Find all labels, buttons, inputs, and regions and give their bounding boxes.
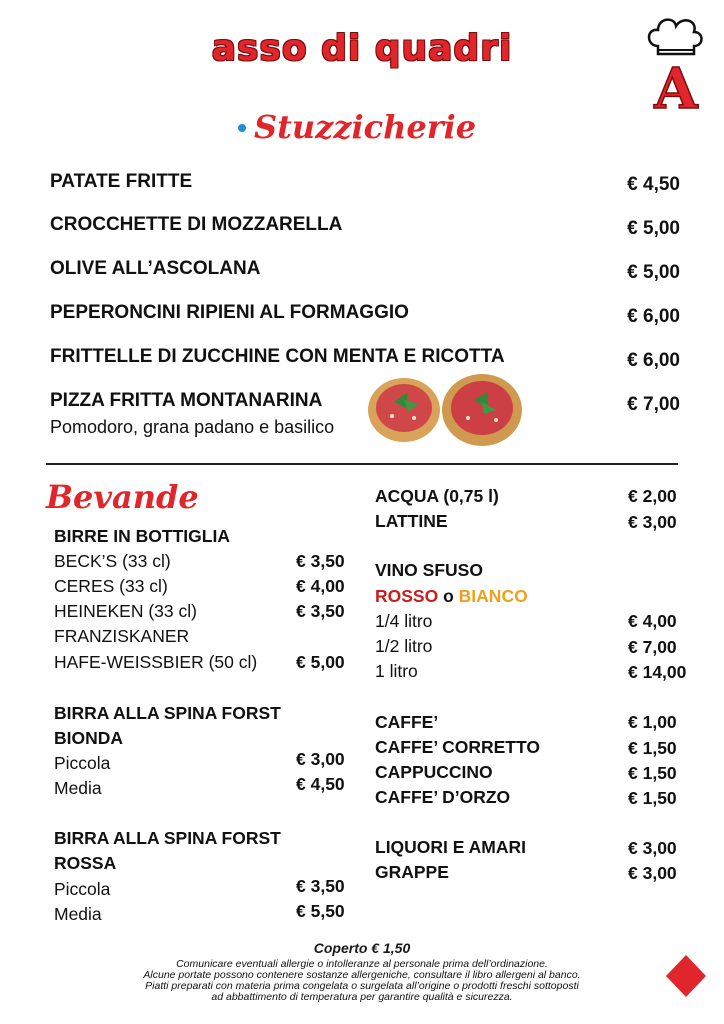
drink-price: € 3,50 (296, 601, 345, 621)
drink-price: € 5,50 (296, 901, 345, 921)
drink-price: € 3,00 (628, 512, 677, 532)
drink-name: 1 litro (375, 661, 418, 681)
drink-name: ACQUA (0,75 l) (375, 486, 499, 506)
bevande-heading: Bevande (46, 478, 199, 516)
section-divider (46, 463, 678, 465)
drink-name: CAFFE’ CORRETTO (375, 737, 540, 757)
group-title: BIRRA ALLA SPINA FORST (54, 703, 281, 723)
cover-charge: Coperto € 1,50 (313, 940, 411, 956)
chef-hat-logo (640, 12, 710, 112)
allergy-note-line: ad abbattimento di temperatura per garantire qualità e sicurezza. (211, 991, 513, 1003)
drink-price: € 14,00 (628, 662, 687, 682)
item-price: € 5,00 (627, 262, 680, 283)
drink-price: € 1,50 (628, 763, 677, 783)
drink-price: € 1,00 (628, 712, 677, 732)
drink-name: Media (54, 904, 102, 924)
drink-name: HEINEKEN (33 cl) (54, 601, 197, 621)
drink-name: CAFFE’ D’ORZO (375, 787, 511, 807)
stuzzicherie-heading: Stuzzicherie (254, 108, 477, 146)
item-price: € 6,00 (627, 350, 680, 371)
drink-name: Piccola (54, 753, 111, 773)
drink-name: 1/2 litro (375, 636, 433, 656)
group-subtitle: ROSSA (54, 853, 117, 873)
item-name: FRITTELLE DI ZUCCHINE CON MENTA E RICOTTA (50, 346, 505, 367)
item-name: PEPERONCINI RIPIENI AL FORMAGGIO (50, 302, 409, 323)
drink-price: € 7,00 (628, 637, 677, 657)
item-description: Pomodoro, grana padano e basilico (50, 417, 335, 437)
drink-name: GRAPPE (375, 862, 449, 882)
drink-name: CAPPUCCINO (375, 762, 493, 782)
bullet-dot (238, 124, 246, 132)
allergy-note-line: Comunicare eventuali allergie o intolleranze al personale prima dell’ordinazione. (176, 958, 548, 970)
diamond-suit-icon (664, 954, 708, 998)
drink-name: CERES (33 cl) (54, 576, 168, 596)
drink-price: € 2,00 (628, 486, 677, 506)
item-name: PATATE FRITTE (50, 171, 193, 192)
group-subtitle: BIONDA (54, 728, 124, 748)
drink-price: € 4,00 (296, 576, 345, 596)
rosso-label: ROSSO (375, 586, 439, 606)
item-name: OLIVE ALL’ASCOLANA (50, 258, 261, 279)
drink-name: FRANZISKANER (54, 626, 190, 646)
item-name: PIZZA FRITTA MONTANARINA (50, 390, 323, 411)
drink-name: LATTINE (375, 511, 448, 531)
item-price: € 5,00 (627, 218, 680, 239)
item-price: € 6,00 (627, 306, 680, 327)
allergy-note-line: Alcune portate possono contenere sostanze allergeniche, consultare il libro allergeni al banco. (143, 969, 581, 981)
wine-colors (375, 586, 528, 607)
item-price: € 4,50 (627, 174, 680, 195)
drink-price: € 3,50 (296, 876, 345, 896)
bianco-label: BIANCO (458, 586, 528, 606)
drink-price: € 1,50 (628, 788, 677, 808)
drink-price: € 4,50 (296, 774, 345, 794)
drink-name: Media (54, 778, 102, 798)
drink-price: € 3,00 (296, 749, 345, 769)
group-title: VINO SFUSO (375, 560, 483, 580)
drink-name: 1/4 litro (375, 611, 433, 631)
drink-price: € 3,00 (628, 863, 677, 883)
group-title: BIRRA ALLA SPINA FORST (54, 828, 281, 848)
or-label: o (443, 586, 454, 606)
drink-price: € 3,00 (628, 838, 677, 858)
drink-price: € 3,50 (296, 551, 345, 571)
drink-name: HAFE-WEISSBIER (50 cl) (54, 652, 258, 672)
drink-name: CAFFE’ (375, 712, 439, 732)
allergy-note-line: Piatti preparati con materia prima congelata o surgelata all’origine o prodotti freschi sottoposti (145, 980, 579, 992)
item-price: € 7,00 (627, 394, 680, 415)
item-name: CROCCHETTE DI MOZZARELLA (50, 214, 343, 235)
restaurant-name: asso di quadri (211, 28, 513, 69)
drink-name: BECK’S (33 cl) (54, 551, 171, 571)
logo-letter: A (654, 56, 698, 112)
drink-name: LIQUORI E AMARI (375, 837, 527, 857)
pizza-fritta-photo (364, 370, 524, 450)
drink-price: € 5,00 (296, 652, 345, 672)
drink-price: € 1,50 (628, 738, 677, 758)
drink-name: Piccola (54, 879, 111, 899)
drink-price: € 4,00 (628, 611, 677, 631)
group-title: BIRRE IN BOTTIGLIA (54, 526, 230, 546)
